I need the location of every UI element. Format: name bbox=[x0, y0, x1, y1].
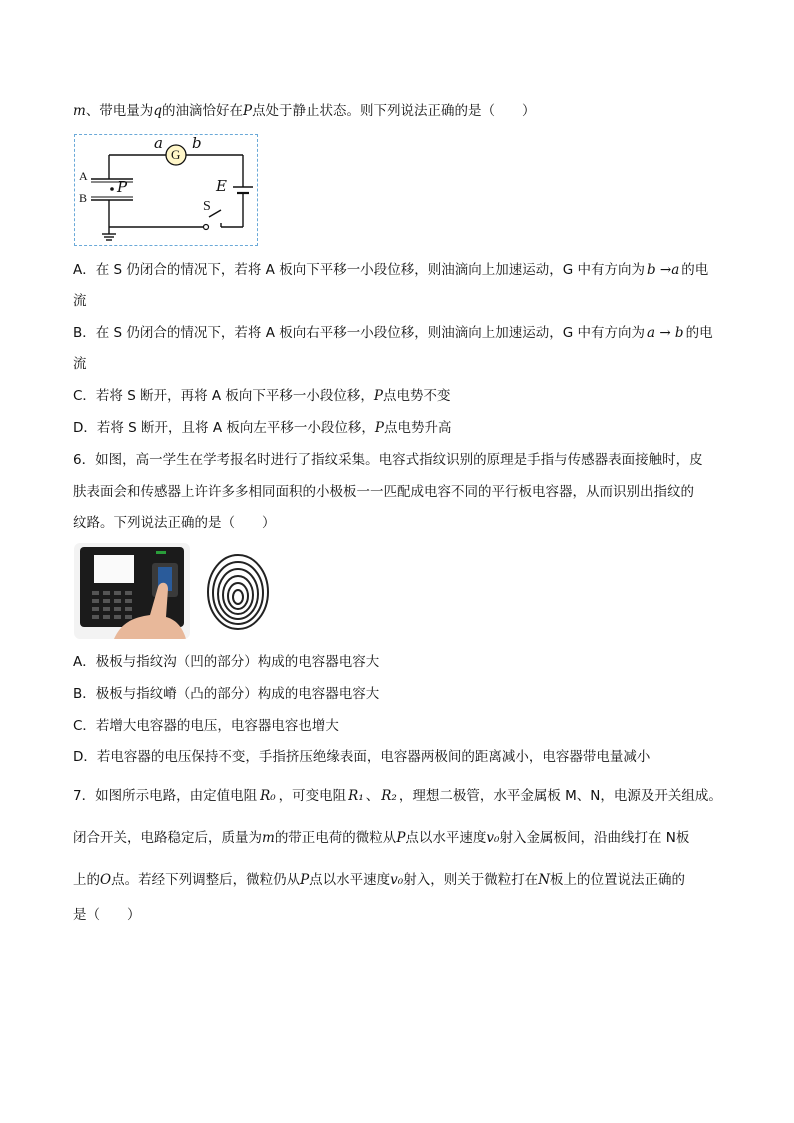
q6-option-d: D．若电容器的电压保持不变，手指挤压绝缘表面，电容器两极间的距离减小，电容器带电量减小 bbox=[73, 749, 651, 765]
q5-option-d: D．若将 S 断开，且将 A 板向左平移一小段位移，P点电势升高 bbox=[73, 420, 452, 436]
q5-option-c: C．若将 S 断开，再将 A 板向下平移一小段位移，P点电势不变 bbox=[73, 388, 451, 404]
label-a: a bbox=[154, 134, 163, 152]
label-p: P bbox=[117, 178, 128, 196]
q5-option-b-cont: 流 bbox=[73, 356, 87, 372]
q6-stem-line3: 纹路。下列说法正确的是（ ） bbox=[73, 515, 276, 531]
fingerprint-icon bbox=[203, 552, 273, 632]
q5-option-b: B．在 S 仍闭合的情况下，若将 A 板向右平移一小段位移，则油滴向上加速运动，G 中有方向为 a → b 的电 bbox=[73, 325, 713, 341]
label-plate-a: A bbox=[79, 169, 88, 183]
q6-option-a: A．极板与指纹沟（凹的部分）构成的电容器电容大 bbox=[73, 654, 380, 670]
label-e: E bbox=[216, 177, 227, 195]
q5-option-a: A．在 S 仍闭合的情况下，若将 A 板向下平移一小段位移，则油滴向上加速运动，G 中有方向为 b →a 的电 bbox=[73, 262, 709, 278]
q6-stem-line2: 肤表面会和传感器上许许多多相同面积的小极板一一匹配成电容不同的平行板电容器，从而识别出指纹的 bbox=[73, 484, 694, 500]
q7-stem-line4: 是（ ） bbox=[73, 907, 141, 923]
q6-option-b: B．极板与指纹嵴（凸的部分）构成的电容器电容大 bbox=[73, 686, 380, 702]
circuit-diagram bbox=[75, 135, 259, 247]
circuit-figure bbox=[74, 134, 258, 246]
q6-stem-line1: 6．如图，高一学生在学考报名时进行了指纹采集。电容式指纹识别的原理是手指与传感器表面接触时，皮 bbox=[73, 452, 703, 468]
label-b: b bbox=[192, 134, 202, 152]
galvanometer-label: G bbox=[171, 147, 181, 162]
fingerprint-scanner-image bbox=[74, 543, 190, 639]
q6-option-c: C．若增大电容器的电压，电容器电容也增大 bbox=[73, 718, 339, 734]
label-plate-b: B bbox=[79, 191, 88, 205]
q5-stem: m、带电量为q的油滴恰好在P点处于静止状态。则下列说法正确的是（ ） bbox=[73, 103, 536, 119]
q7-stem-line3: 上的O点。若经下列调整后，微粒仍从P点以水平速度v₀射入，则关于微粒打在N板上的位置说法正确的 bbox=[73, 872, 686, 888]
oil-drop-icon bbox=[110, 187, 114, 191]
q5-option-a-cont: 流 bbox=[73, 293, 87, 309]
q7-stem-line1: 7．如图所示电路，由定值电阻 R₀ ，可变电阻 R₁ 、 R₂ ，理想二极管，水平金属板 M、N，电源及开关组成。 bbox=[73, 788, 722, 804]
q7-stem-line2: 闭合开关，电路稳定后，质量为m的带正电荷的微粒从P点以水平速度v₀射入金属板间，沿曲线打在 N板 bbox=[73, 830, 690, 846]
label-s: S bbox=[203, 199, 211, 214]
